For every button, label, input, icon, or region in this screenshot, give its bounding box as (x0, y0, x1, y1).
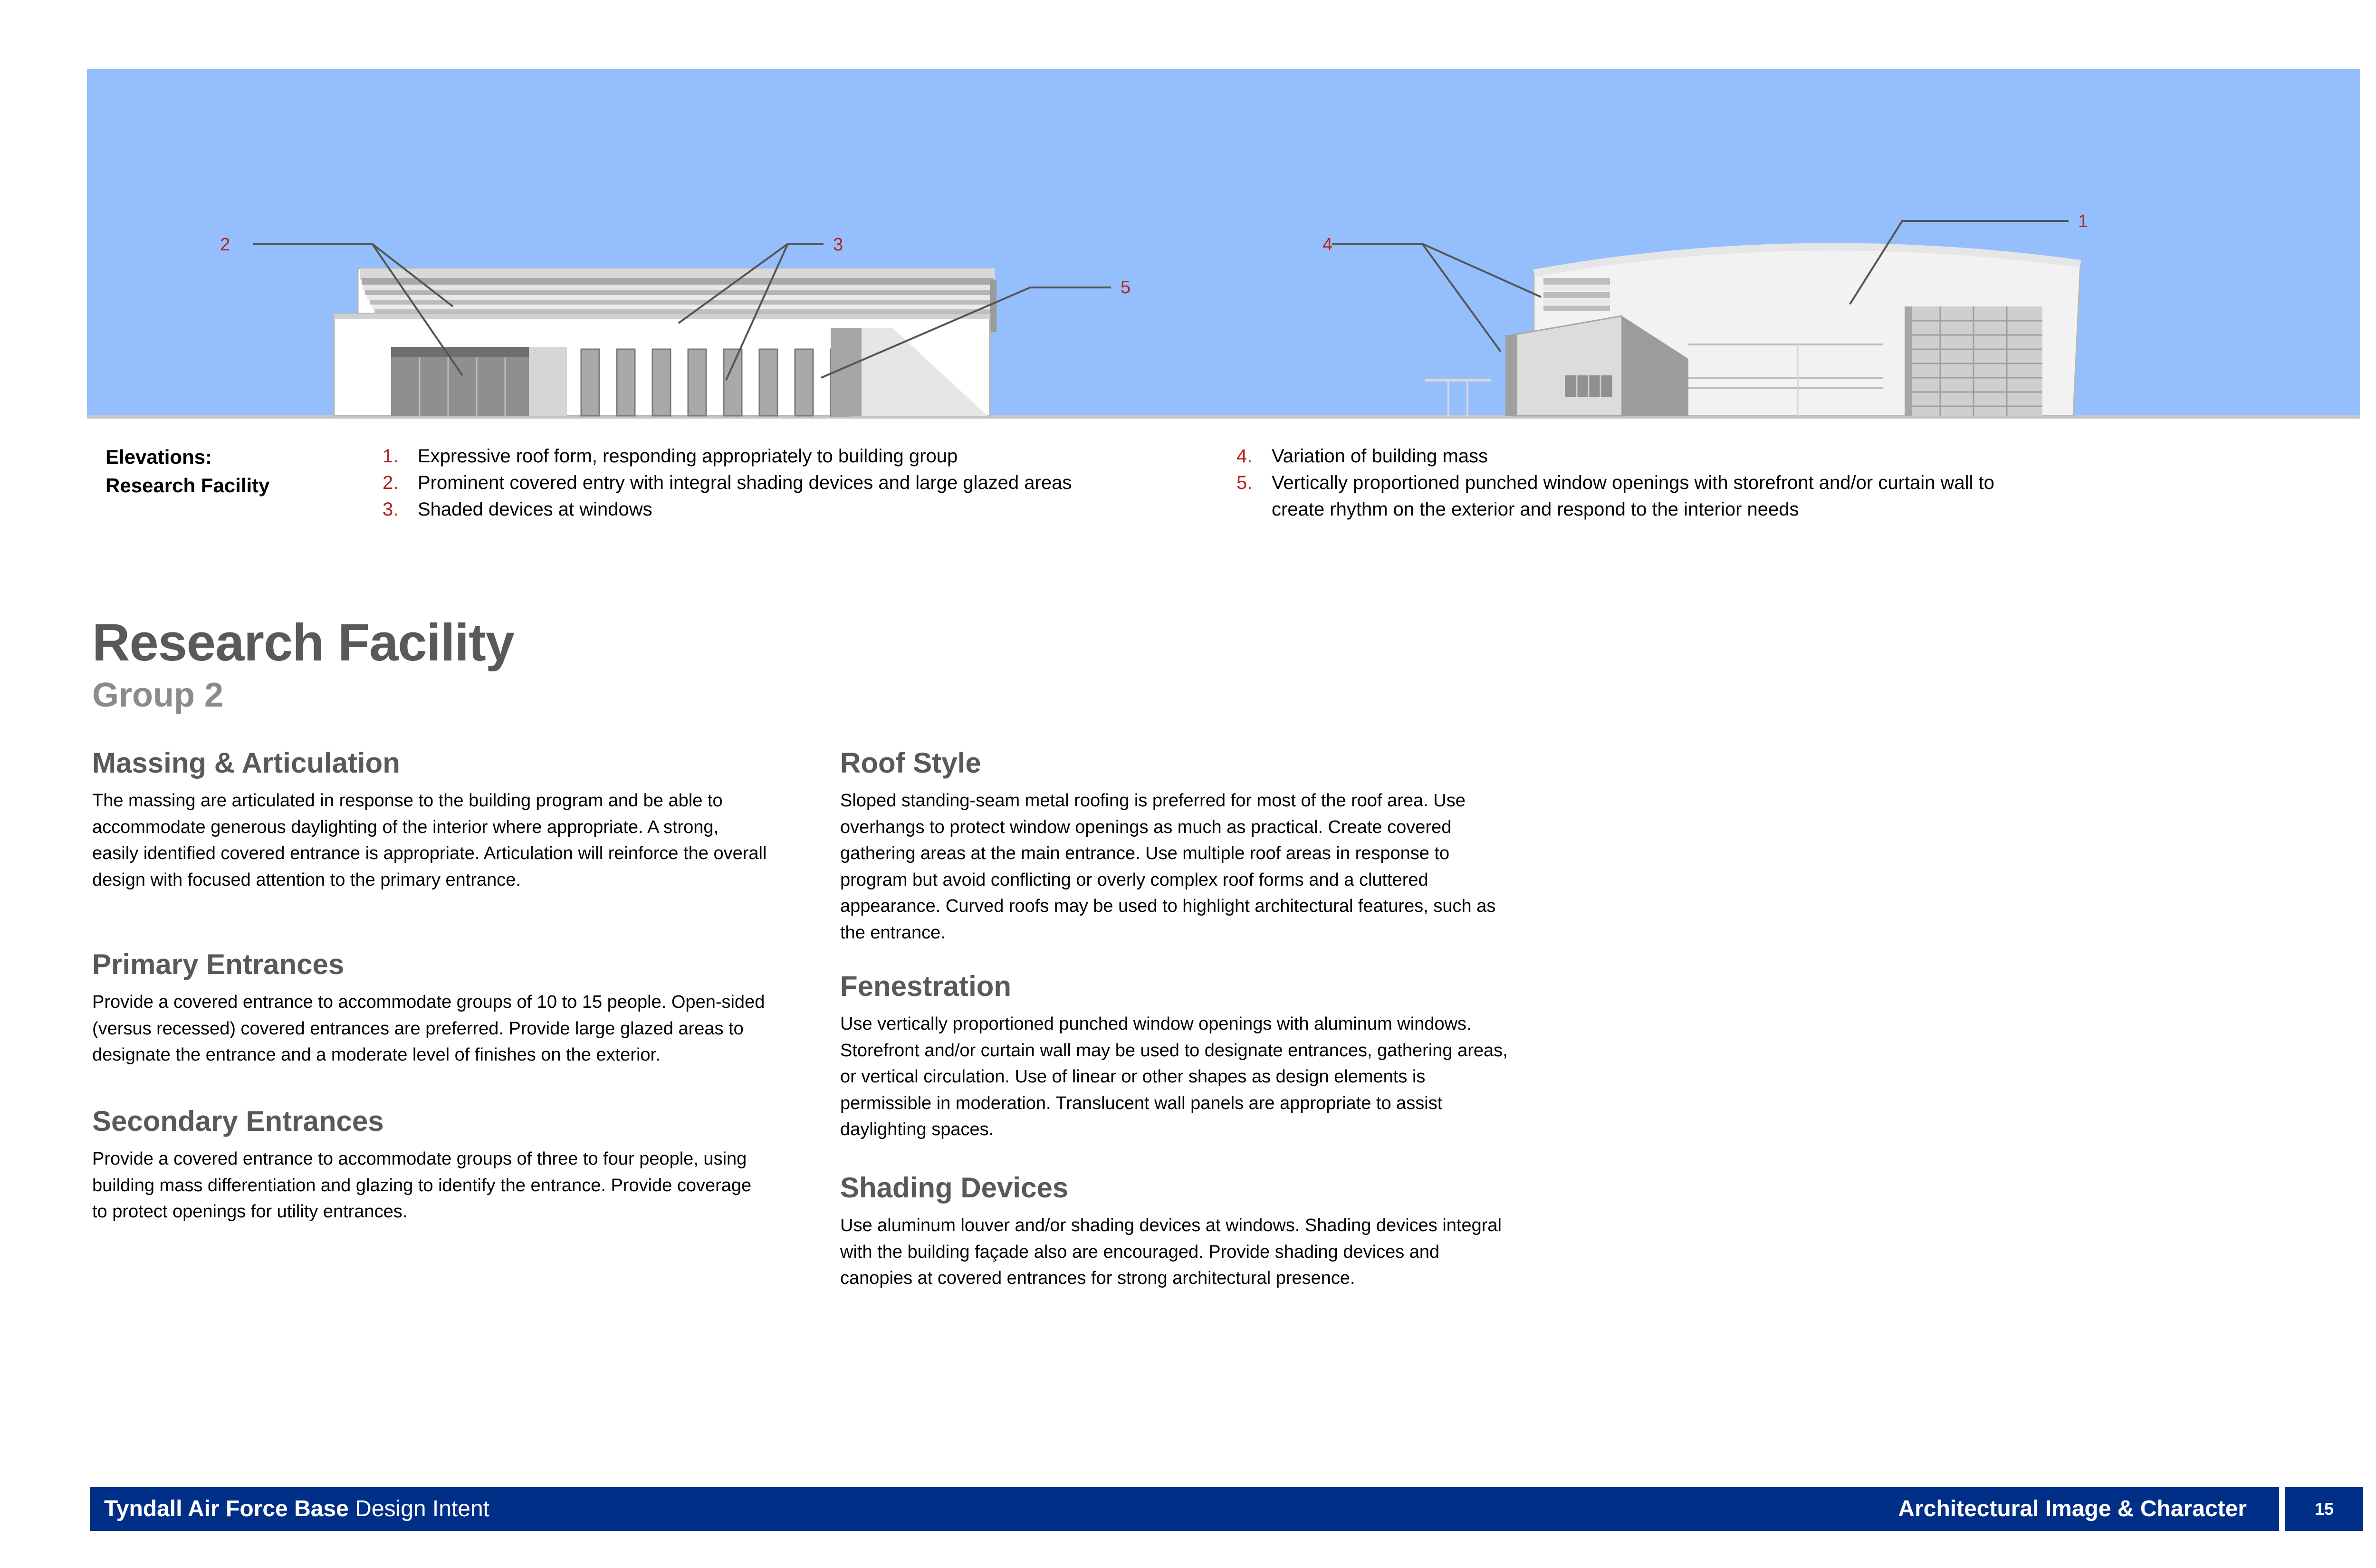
section-roof-style (840, 745, 1515, 946)
section-massing (92, 745, 767, 893)
list-number: 3. (383, 499, 399, 520)
section-body: Sloped standing-seam metal roofing is preferred for most of the roof area. Use overhangs to protect window openings as much as practical. Create covered gathering areas at the main entrance. Use multiple roof areas in response to program but avoid conflicting or overly complex roof forms and a cluttered appearance. Curved roofs may be used to highlight architectural features, such as the entrance. (840, 791, 1496, 943)
section-primary-entrances (92, 947, 767, 1069)
list-text: Prominent covered entry with integral shading devices and large glazed areas (418, 472, 1072, 493)
callout-1: 1 (2078, 211, 2089, 231)
list-text: Expressive roof form, responding appropriately to building group (418, 446, 958, 467)
callout-2: 2 (220, 235, 230, 255)
section-body: Use vertically proportioned punched window openings with aluminum windows. Storefront and/or curtain wall may be used to designate entrances, gathering areas, or vertical circulation. Use of linear or other shapes as design elements is permissible in moderation. Translucent wall panels are appropriate to assist daylighting spaces. (840, 1014, 1508, 1139)
section-heading: Massing & Articulation (92, 747, 400, 779)
footer-brand-rest: Design Intent (348, 1496, 490, 1521)
list-number: 1. (383, 446, 399, 467)
list-number: 5. (1236, 472, 1253, 493)
list-item (383, 496, 1190, 523)
callout-3: 3 (833, 235, 843, 255)
page-number: 15 (2285, 1487, 2363, 1531)
list-text: Variation of building mass (1272, 446, 1488, 467)
footer-section-title: Architectural Image & Character (1898, 1496, 2247, 1521)
page-title: Research Facility (92, 613, 514, 672)
list-number: 2. (383, 472, 399, 493)
caption-label-line1: Elevations: (105, 446, 212, 468)
callout-5: 5 (1121, 277, 1131, 297)
page-subtitle: Group 2 (92, 676, 224, 714)
section-heading: Shading Devices (840, 1172, 1069, 1204)
section-body: The massing are articulated in response to the building program and be able to accommodate generous daylighting of the interior where appropriate. A strong, easily identified covered entrance is appropriate. Articulation will reinforce the overall design with focused attention to the primary entrance. (92, 791, 767, 890)
elevation-drawing (87, 69, 2360, 419)
list-item (383, 469, 1190, 496)
callout-list-right (1236, 443, 2016, 523)
footer-bar (90, 1487, 2279, 1531)
section-heading: Secondary Entrances (92, 1105, 384, 1137)
callout-list-left (383, 443, 1190, 523)
list-item (383, 443, 1190, 469)
caption-label-line2: Research Facility (105, 474, 270, 497)
list-item (1236, 469, 2016, 523)
section-secondary-entrances (92, 1103, 767, 1225)
section-fenestration (840, 968, 1515, 1143)
section-heading: Roof Style (840, 747, 981, 779)
section-heading: Fenestration (840, 970, 1012, 1002)
footer-document-title (104, 1487, 489, 1531)
list-number: 4. (1236, 446, 1253, 467)
elevations-caption-label (105, 443, 270, 500)
section-body: Use aluminum louver and/or shading devices at windows. Shading devices integral with the building façade also are encouraged. Provide shading devices and canopies at covered entrances for strong architectural presence. (840, 1215, 1502, 1288)
section-body: Provide a covered entrance to accommodate groups of 10 to 15 people. Open-sided (versus recessed) covered entrances are preferred. Provide large glazed areas to designate the entrance and a moderate level of finishes on the exterior. (92, 992, 765, 1065)
list-text: Vertically proportioned punched window openings with storefront and/or curtain wall to create rhythm on the exterior and respond to the interior needs (1272, 472, 1994, 520)
list-text: Shaded devices at windows (418, 499, 652, 520)
section-body: Provide a covered entrance to accommodate groups of three to four people, using building mass differentiation and glazing to identify the entrance. Provide coverage to protect openings for utility entrances. (92, 1149, 752, 1222)
callout-4: 4 (1322, 235, 1333, 255)
section-shading-devices (840, 1170, 1515, 1292)
section-heading: Primary Entrances (92, 948, 345, 980)
list-item (1236, 443, 2016, 469)
footer-brand: Tyndall Air Force Base (104, 1496, 349, 1521)
